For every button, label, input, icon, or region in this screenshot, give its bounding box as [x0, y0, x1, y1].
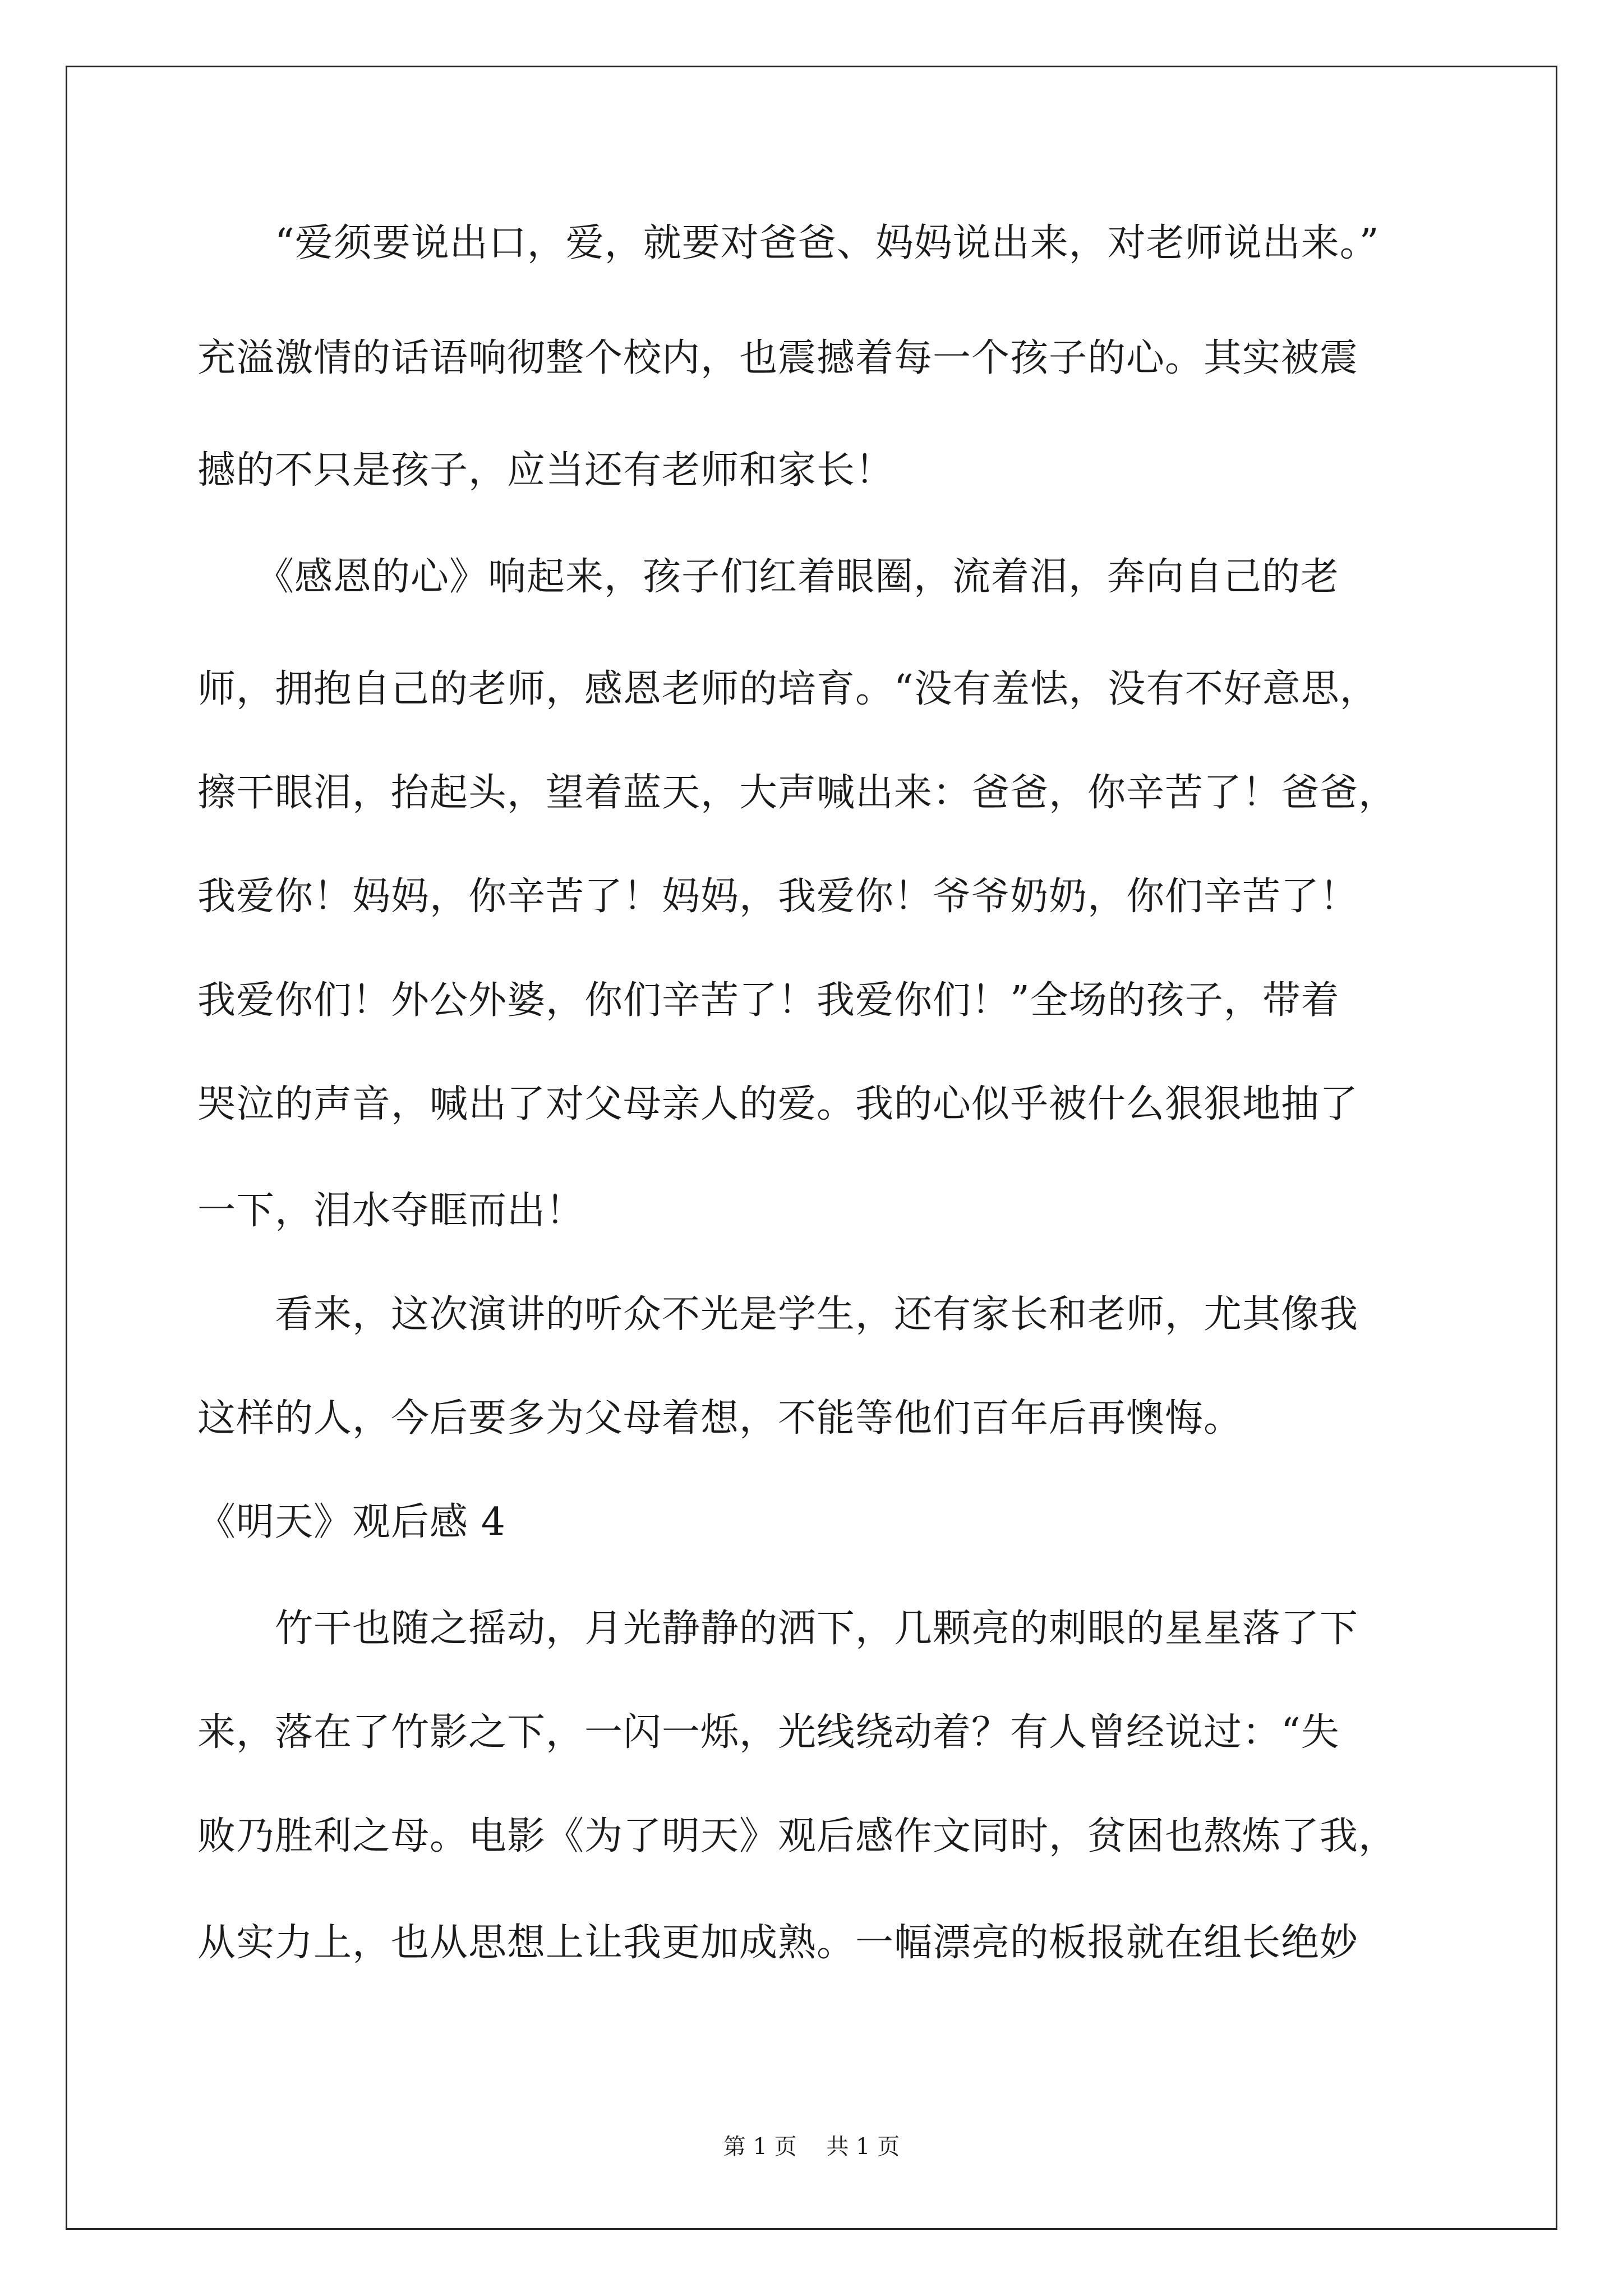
text-line: 一下，泪水夺眶而出！: [197, 1189, 585, 1233]
text-line: 充溢激情的话语响彻整个校内，也震撼着每一个孩子的心。其实被震: [197, 336, 1359, 380]
text-line: 《感恩的心》响起来，孩子们红着眼圈，流着泪，奔向自己的老: [197, 555, 1340, 599]
page-border: [66, 66, 1557, 2230]
section-heading: 《明天》观后感 4: [197, 1500, 506, 1544]
text-line: 我爱你们！外公外婆，你们辛苦了！我爱你们！”全场的孩子，带着: [197, 978, 1340, 1023]
text-line: 败乃胜利之母。电影《为了明天》观后感作文同时，贫困也熬炼了我，: [197, 1814, 1398, 1858]
text-line: 我爱你！妈妈，你辛苦了！妈妈，我爱你！爷爷奶奶，你们辛苦了！: [197, 875, 1359, 919]
text-line: 来，落在了竹影之下，一闪一烁，光线绕动着？有人曾经说过：“失: [197, 1710, 1340, 1755]
text-line: 竹干也随之摇动，月光静静的洒下，几颗亮的刺眼的星星落了下: [197, 1607, 1359, 1651]
page-footer: 第 1 页 共 1 页: [723, 2134, 900, 2160]
text-line: 擦干眼泪，抬起头，望着蓝天，大声喊出来：爸爸，你辛苦了！爸爸，: [197, 771, 1398, 815]
text-line: 哭泣的声音，喊出了对父母亲人的爱。我的心似乎被什么狠狠地抽了: [197, 1082, 1359, 1126]
text-line: 师，拥抱自己的老师，感恩老师的培育。“没有羞怯，没有不好意思，: [197, 667, 1378, 711]
text-line: 这样的人，今后要多为父母着想，不能等他们百年后再懊悔。: [197, 1396, 1243, 1441]
text-line: “爱须要说出口，爱，就要对爸爸、妈妈说出来，对老师说出来。”: [197, 221, 1380, 265]
text-line: 撼的不只是孩子，应当还有老师和家长！: [197, 448, 895, 493]
text-line: 从实力上，也从思想上让我更加成熟。一幅漂亮的板报就在组长绝妙: [197, 1921, 1359, 1965]
text-line: 看来，这次演讲的听众不光是学生，还有家长和老师，尤其像我: [197, 1292, 1359, 1337]
